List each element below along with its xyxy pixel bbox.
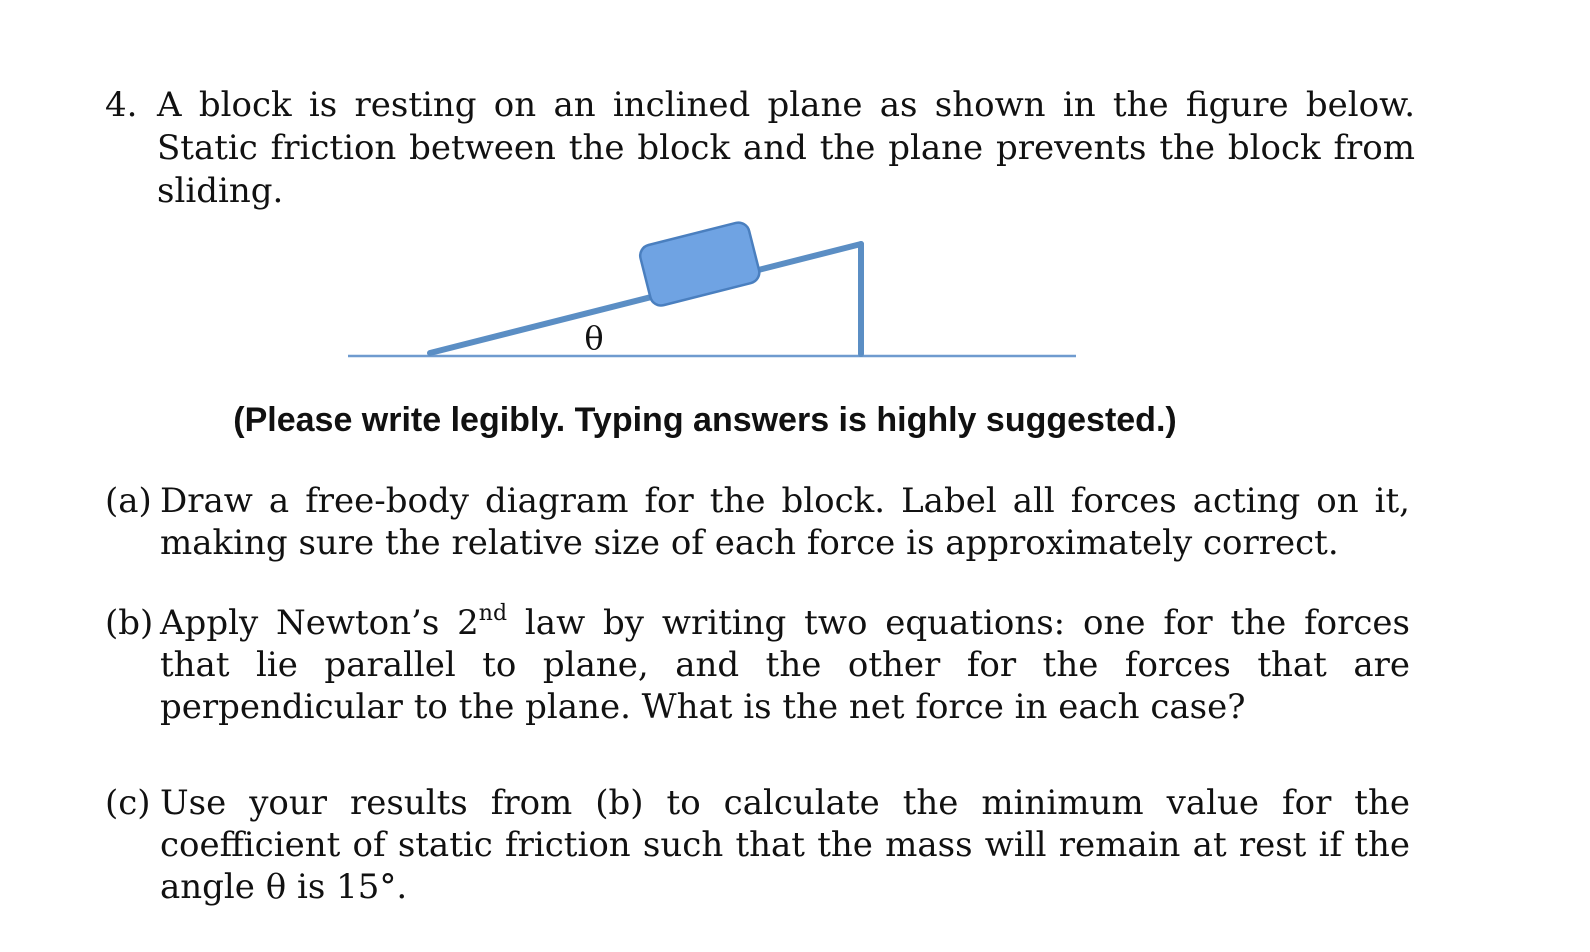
inclined-plane-figure [340,205,1085,370]
part-b [105,602,1410,728]
problem-statement [105,84,1415,213]
part-b-superscript: nd [478,600,508,626]
legibility-note: (Please write legibly. Typing answers is highly suggested.) [233,401,1177,439]
problem-number: 4. [105,85,138,125]
inclined-plane-svg [340,205,1085,370]
part-b-label: (b) [105,603,154,643]
angle-label: θ [584,319,604,357]
part-c [105,782,1410,908]
part-a-text: Draw a free-body diagram for the block. Label all forces acting on it, making sure the relative size of each force is approximately correct. [160,481,1410,563]
part-a [105,480,1410,564]
part-c-label: (c) [105,783,151,823]
part-b-text-before: Apply Newton’s 2 [160,603,479,643]
block [638,220,762,308]
part-a-label: (a) [105,481,152,521]
problem-text: A block is resting on an inclined plane as shown in the figure below. Static friction between the block and the plane prevents the block from sliding. [157,85,1415,211]
part-b-text [160,602,1410,728]
part-c-text: Use your results from (b) to calculate the minimum value for the coefficient of static friction such that the mass will remain at rest if the angle θ is 15°. [160,783,1410,907]
part-b-text-after: law by writing two equations: one for the forces that lie parallel to plane, and the other for the forces that are perpendicular to the plane. What is the net force in each case? [160,603,1410,727]
